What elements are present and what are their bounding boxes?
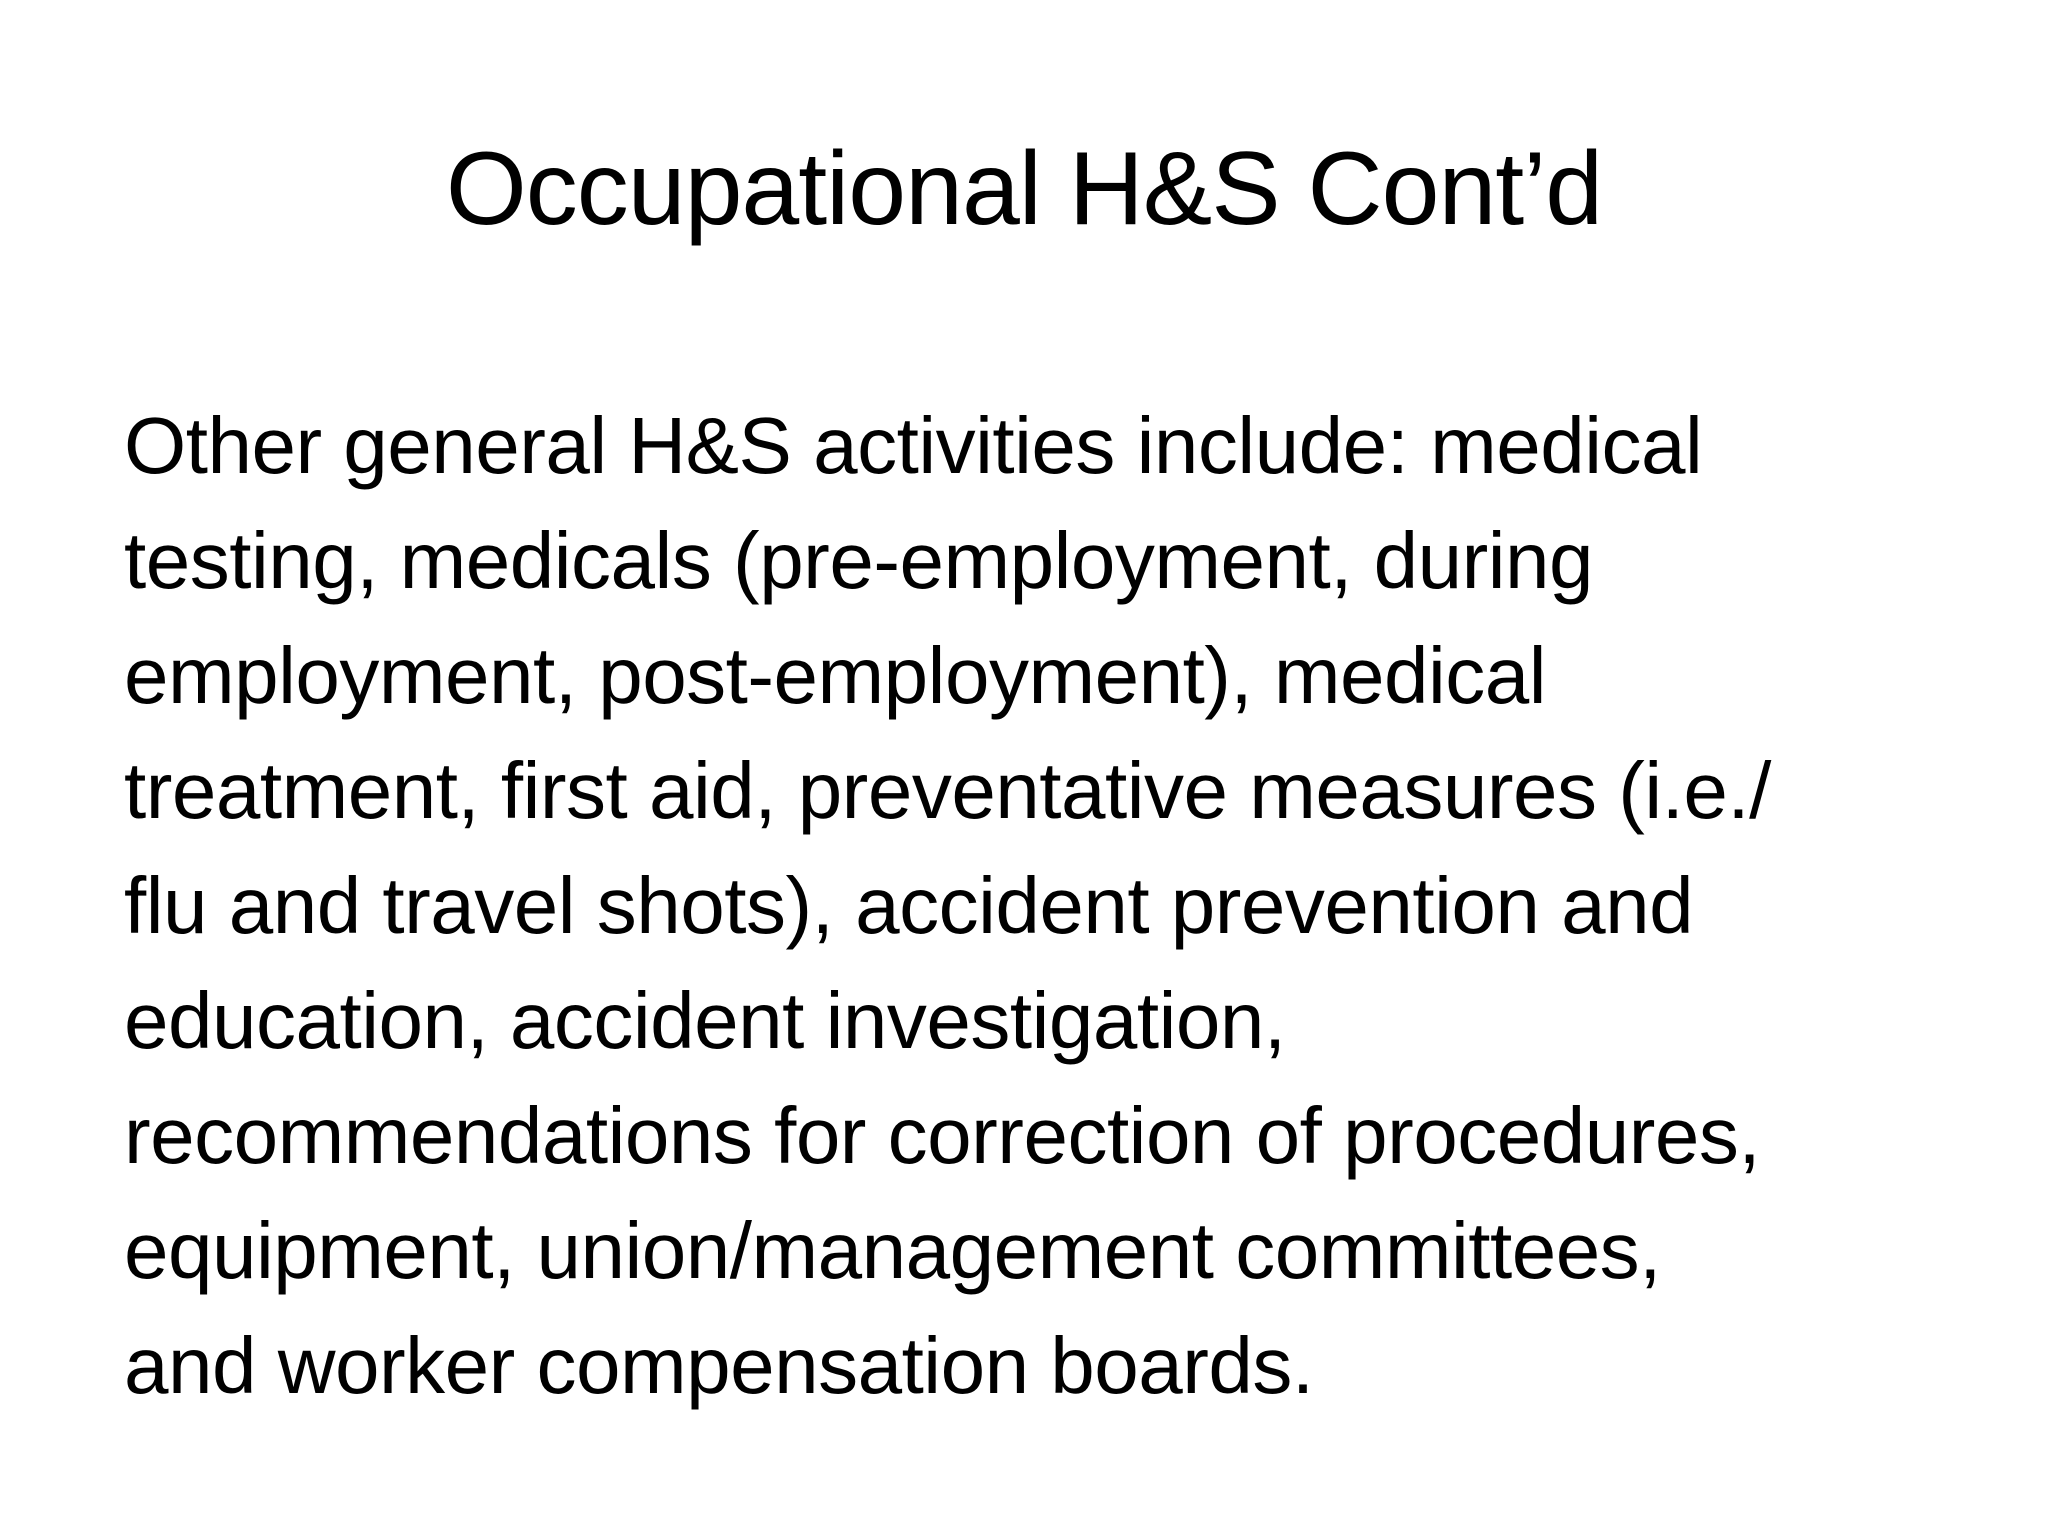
body-line: Other general H&S activities include: medical bbox=[124, 401, 1703, 490]
body-line: recommendations for correction of procedures, bbox=[124, 1091, 1761, 1180]
body-line: employment, post-employment), medical bbox=[124, 631, 1547, 720]
slide-body-text bbox=[124, 388, 1944, 1423]
body-line: and worker compensation boards. bbox=[124, 1321, 1314, 1410]
slide-title: Occupational H&S Cont’d bbox=[445, 131, 1603, 247]
body-line: education, accident investigation, bbox=[124, 976, 1286, 1065]
body-line: testing, medicals (pre-employment, during bbox=[124, 516, 1594, 605]
body-line: equipment, union/management committees, bbox=[124, 1206, 1661, 1295]
body-line: flu and travel shots), accident prevention and bbox=[124, 861, 1694, 950]
body-line: treatment, first aid, preventative measures (i.e./ bbox=[124, 746, 1771, 835]
